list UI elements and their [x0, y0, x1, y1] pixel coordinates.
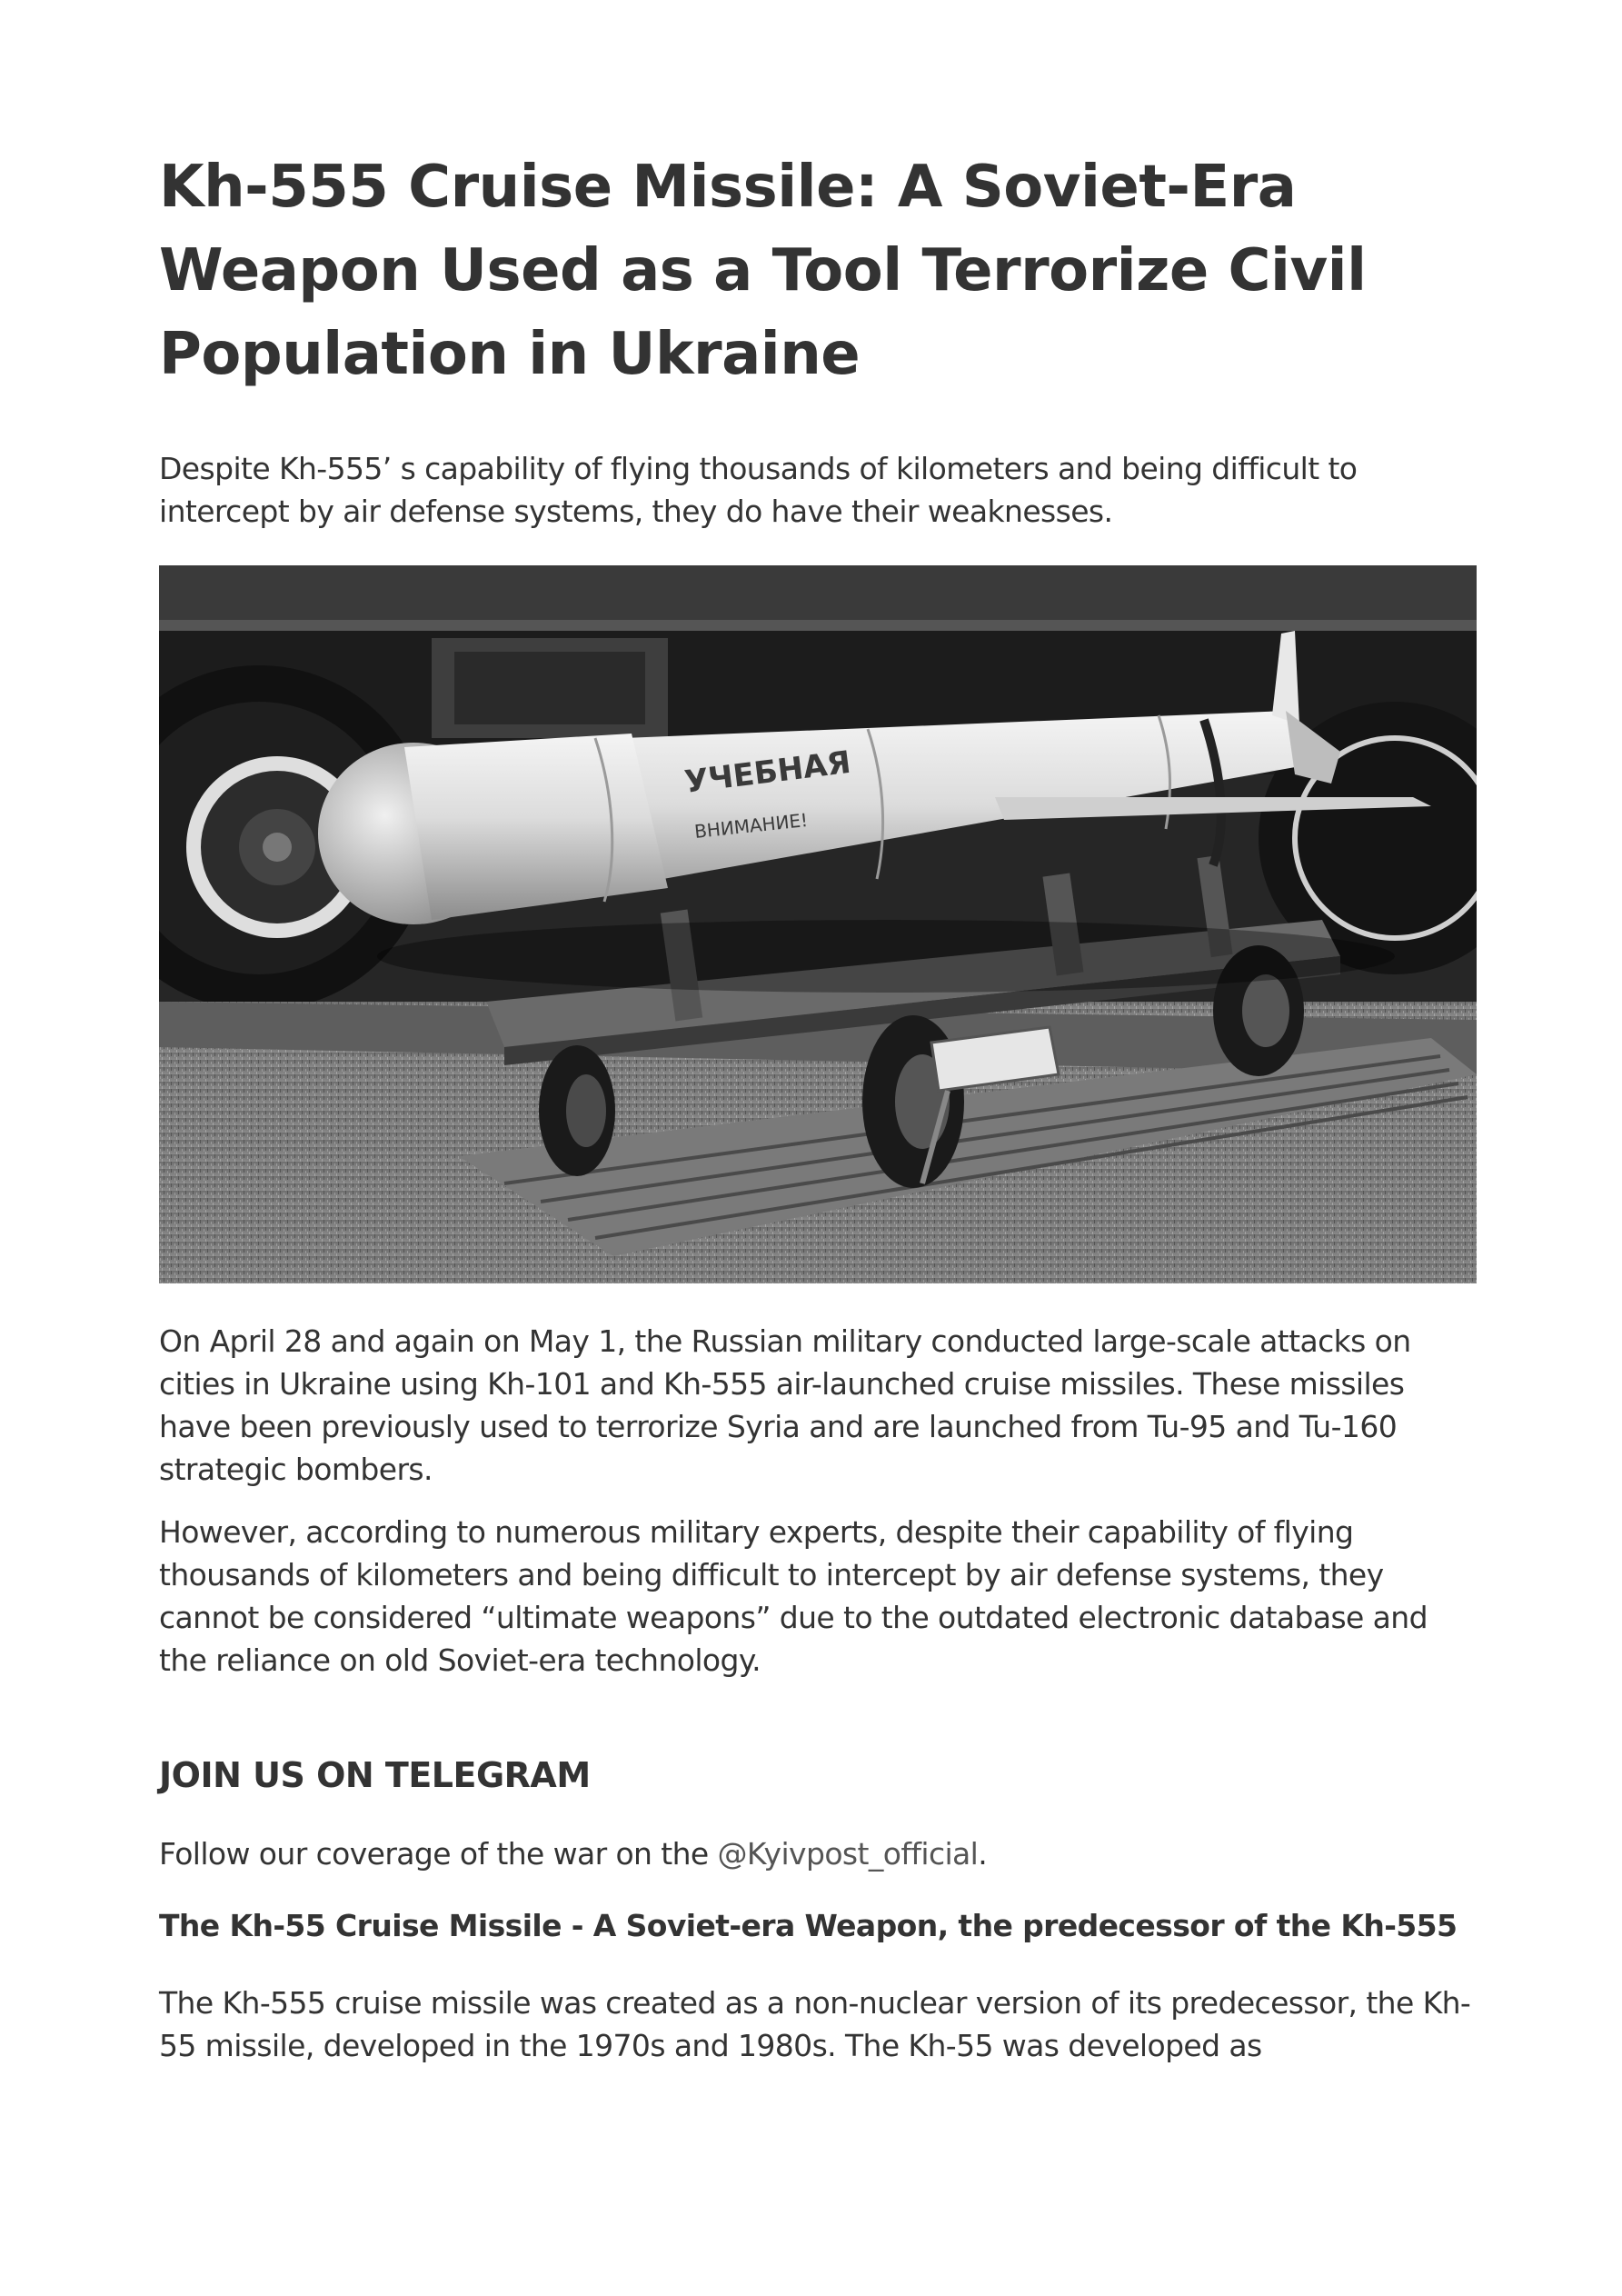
missile-stencil-text-2: ВНИМАНИЕ! [693, 809, 810, 843]
article-lede: Despite Kh-555’ s capability of flying thousands of kilometers and being difficult to intercept by air defense systems, they do have their weaknesses. [159, 451, 1358, 529]
missile-stencil-text-1: УЧЕБНАЯ [682, 744, 853, 801]
article-subheading: The Kh-55 Cruise Missile - A Soviet-era Weapon, the predecessor of the Kh-555 [159, 1908, 1458, 1943]
article-paragraph-3: The Kh-555 cruise missile was created as a non-nuclear version of its predecessor, the Kh-55 missile, developed in the 1970s and 1980s. The Kh-55 was developed as [159, 1985, 1471, 2063]
follow-text: Follow our coverage of the war on the [159, 1836, 718, 1872]
missile-photo-graphic [159, 565, 1477, 1283]
article-paragraph-2: However, according to numerous military experts, despite their capability of flying thousands of kilometers and being difficult to intercept by air defense systems, they cannot be considered “ultimate weapons” due to the outdated electronic database and the reliance on old Soviet-era technology. [159, 1514, 1428, 1678]
missile-photo [159, 565, 1477, 1283]
article-title: Kh-555 Cruise Missile: A Soviet-Era Weapon Used as a Tool Terrorize Civil Population in Ukraine [159, 154, 1367, 388]
section-heading-telegram: JOIN US ON TELEGRAM [159, 1755, 591, 1795]
follow-paragraph [159, 1832, 1477, 1875]
telegram-link[interactable]: @Kyivpost_official [717, 1836, 979, 1872]
follow-end: . [978, 1836, 988, 1872]
article [159, 145, 1477, 2067]
article-paragraph-1: On April 28 and again on May 1, the Russian military conducted large-scale attacks on cities in Ukraine using Kh-101 and Kh-555 air-launched cruise missiles. These missiles have been previously used to terrorize Syria and are launched from Tu-95 and Tu-160 strategic bombers. [159, 1323, 1411, 1487]
